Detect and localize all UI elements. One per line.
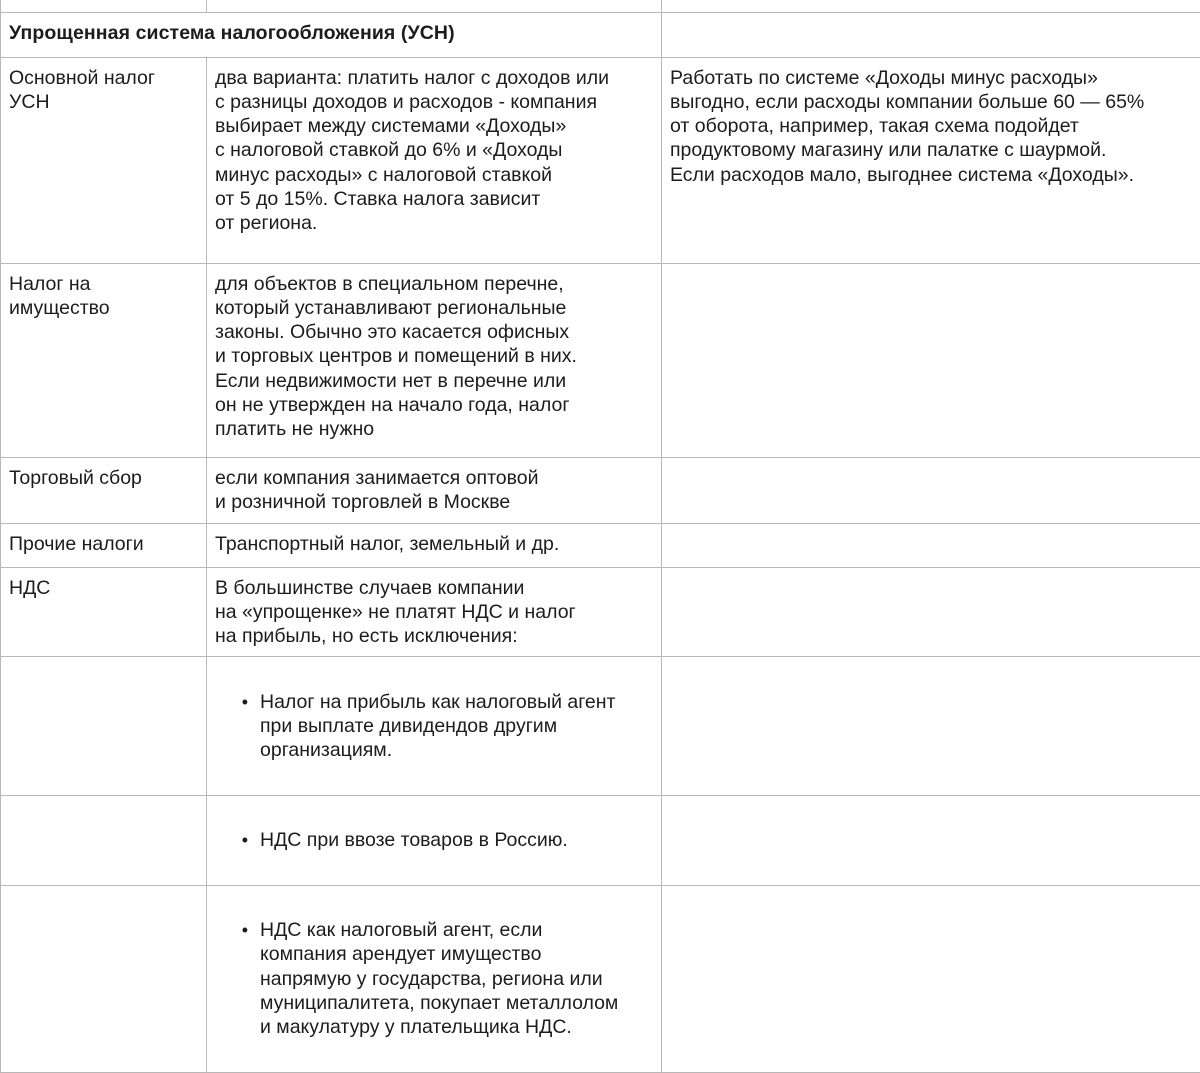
bullet-icon: • [215,918,260,942]
tax-description-cell: для объектов в специальном перечне, который устанавливают региональные законы. Обычно это касается офисных и торговых центров и помещений в них. Если недвижимости нет в перечне или он не утвержден на начало года, налог платить не нужно [207,263,662,457]
tax-description-cell: В большинстве случаев компании на «упрощенке» не платят НДС и налог на прибыль, но есть исключения: [207,567,662,657]
table-row-exception [1,885,1200,1072]
tax-comment-cell [662,263,1200,457]
bullet-icon: • [215,828,260,852]
tax-name-cell: Прочие налоги [1,523,207,567]
exception-cell [207,657,662,795]
section-title-empty-cell [662,12,1200,57]
table-row-vat [1,567,1200,657]
tax-name-cell: Налог на имущество [1,263,207,457]
list-item [215,918,653,1039]
exception-cell [207,885,662,1072]
table-row-exception [1,795,1200,885]
tax-name-cell: Торговый сбор [1,457,207,523]
tax-description-cell: Транспортный налог, земельный и др. [207,523,662,567]
list-item [215,828,653,852]
tax-comment-cell [662,567,1200,657]
table-row-stub [1,0,1200,12]
tax-comment-cell [662,457,1200,523]
tax-name-cell: Основной налог УСН [1,57,207,263]
table-row-section-header [1,12,1200,57]
exception-text: НДС как налоговый агент, если компания арендует имущество напрямую у государства, региона или муниципалитета, покупает металлолом и макулатуру у плательщика НДС. [260,918,618,1039]
tax-comment-cell [662,523,1200,567]
exception-text: НДС при ввозе товаров в Россию. [260,828,568,852]
exception-text: Налог на прибыль как налоговый агент при выплате дивидендов другим организациям. [260,690,615,763]
exception-cell [207,795,662,885]
table-row-trade-fee [1,457,1200,523]
table-row-property-tax [1,263,1200,457]
tax-description-cell: два варианта: платить налог с доходов или с разницы доходов и расходов - компания выбирает между системами «Доходы» с налоговой ставкой до 6% и «Доходы минус расходы» с налоговой ставкой от 5 до 15%. Ставка налога зависит от региона. [207,57,662,263]
tax-comment-cell: Работать по системе «Доходы минус расходы» выгодно, если расходы компании больше 60 — 65% от оборота, например, такая схема подойдет продуктовому магазину или палатке с шаурмой. Если расходов мало, выгоднее система «Доходы». [662,57,1200,263]
list-item [215,690,653,763]
table-row-other-taxes [1,523,1200,567]
tax-description-cell: если компания занимается оптовой и розничной торговлей в Москве [207,457,662,523]
bullet-icon: • [215,690,260,714]
tax-name-cell: НДС [1,567,207,657]
table-row-exception [1,657,1200,795]
table-row-main-tax [1,57,1200,263]
section-title: Упрощенная система налогообложения (УСН) [1,12,662,57]
